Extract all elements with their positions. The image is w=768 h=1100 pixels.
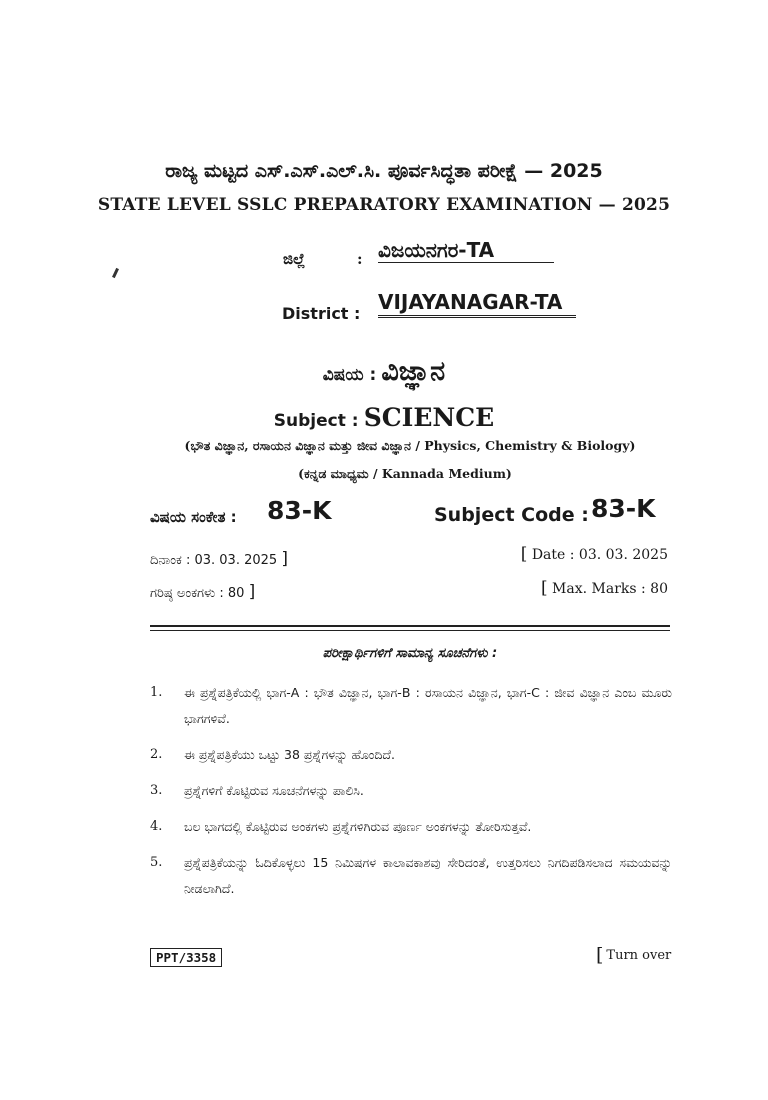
instruction-number: 5. — [150, 855, 163, 870]
instructions-list — [150, 680, 672, 912]
paper-code-box: PPT/3358 — [150, 948, 222, 967]
instruction-text: ಪ್ರಶ್ನೆಪತ್ರಿಕೆಯನ್ನು ಓದಿಕೊಳ್ಳಲು 15 ನಿಮಿಷಗಳ ಕಾಲಾವಕಾಶವು ಸೇರಿದಂತೆ, ಉತ್ತರಿಸಲು ನಿಗದಿಪಡಿಸಲಾದ ಸಮಯವನ್ನು ನೀಡಲಾಗಿದೆ. — [184, 855, 672, 896]
instruction-item — [150, 814, 672, 840]
exam-title-kannada: ರಾಜ್ಯ ಮಟ್ಟದ ಎಸ್.ಎಸ್.ಎಲ್.ಸಿ. ಪೂರ್ವಸಿದ್ಧತಾ ಪರೀಕ್ಷೆ — 2025 — [165, 160, 603, 182]
date-english — [521, 544, 668, 564]
opening-bracket: [ — [540, 578, 548, 598]
max-marks-english-text: Max. Marks : 80 — [552, 581, 668, 597]
instruction-number: 2. — [150, 747, 163, 762]
opening-bracket: [ — [596, 944, 604, 966]
instructions-heading: ಪರೀಕ್ಷಾರ್ಥಿಗಳಿಗೆ ಸಾಮಾನ್ಯ ಸೂಚನೆಗಳು : — [322, 646, 498, 661]
instruction-item — [150, 680, 672, 732]
instruction-number: 3. — [150, 783, 163, 798]
subject-label-kannada: ವಿಷಯ : — [322, 365, 377, 385]
instruction-number: 4. — [150, 819, 163, 834]
district-value-kannada: ವಿಜಯನಗರ-TA — [378, 238, 554, 263]
closing-bracket: ] — [248, 582, 256, 602]
instruction-text: ಈ ಪ್ರಶ್ನೆಪತ್ರಿಕೆಯು ಒಟ್ಟು 38 ಪ್ರಶ್ನೆಗಳನ್ನು ಹೊಂದಿದೆ. — [184, 747, 395, 762]
subject-row-english — [0, 403, 768, 432]
date-kannada — [150, 549, 288, 569]
district-colon: : — [357, 250, 363, 268]
instruction-text: ಈ ಪ್ರಶ್ನೆಪತ್ರಿಕೆಯಲ್ಲಿ ಭಾಗ-A : ಭೌತ ವಿಜ್ಞಾನ, ಭಾಗ-B : ರಸಾಯನ ವಿಜ್ಞಾನ, ಭಾಗ-C : ಜೀವ ವಿಜ್ಞಾನ ಎಂಬ ಮೂರು ಭಾಗಗಳಿವೆ. — [184, 685, 672, 726]
district-label-english: District : — [282, 304, 361, 323]
max-marks-english — [541, 578, 668, 598]
max-marks-kannada-text: ಗರಿಷ್ಠ ಅಂಕಗಳು : 80 — [150, 586, 245, 601]
instruction-item — [150, 742, 672, 768]
stray-pen-mark — [112, 268, 119, 278]
max-marks-kannada — [150, 582, 255, 602]
subject-code-value-kannada: 83-K — [267, 496, 332, 525]
opening-bracket: [ — [520, 544, 528, 564]
instruction-item — [150, 850, 672, 902]
instruction-item — [150, 778, 672, 804]
closing-bracket: ] — [281, 549, 288, 569]
subject-value-kannada: ವಿಜ್ಞಾನ — [381, 356, 446, 387]
district-label-kannada: ಜಿಲ್ಲೆ — [283, 250, 306, 268]
date-english-text: Date : 03. 03. 2025 — [531, 547, 668, 563]
subject-code-value-english: 83-K — [591, 494, 656, 523]
subjects-description: (ಭೌತ ವಿಜ್ಞಾನ, ರಸಾಯನ ವಿಜ್ಞಾನ ಮತ್ತು ಜೀವ ವಿಜ್ಞಾನ / Physics, Chemistry & Biology) — [184, 438, 636, 453]
subject-value-english: SCIENCE — [363, 403, 495, 432]
divider-thick — [150, 625, 670, 627]
subject-row-kannada — [0, 356, 768, 388]
instruction-number: 1. — [150, 685, 163, 700]
medium-description: (ಕನ್ನಡ ಮಾಧ್ಯಮ / Kannada Medium) — [298, 466, 512, 481]
date-kannada-text: ದಿನಾಂಕ : 03. 03. 2025 — [150, 553, 278, 568]
divider-thin — [150, 630, 670, 631]
turn-over-note — [596, 944, 671, 966]
district-value-english: VIJAYANAGAR-TA — [378, 290, 576, 318]
subject-code-label-english: Subject Code : — [434, 504, 589, 526]
instruction-text: ಪ್ರಶ್ನೆಗಳಿಗೆ ಕೊಟ್ಟಿರುವ ಸೂಚನೆಗಳನ್ನು ಪಾಲಿಸಿ. — [184, 783, 364, 798]
exam-title-english: STATE LEVEL SSLC PREPARATORY EXAMINATION — 2025 — [97, 195, 671, 215]
subject-code-label-kannada: ವಿಷಯ ಸಂಕೇತ : — [150, 508, 237, 526]
subject-label-english: Subject : — [273, 411, 359, 431]
turn-over-text: Turn over — [606, 948, 672, 963]
instruction-text: ಬಲ ಭಾಗದಲ್ಲಿ ಕೊಟ್ಟಿರುವ ಅಂಕಗಳು ಪ್ರಶ್ನೆಗಳಿಗಿರುವ ಪೂರ್ಣ ಅಂಕಗಳನ್ನು ತೋರಿಸುತ್ತವೆ. — [184, 819, 532, 834]
